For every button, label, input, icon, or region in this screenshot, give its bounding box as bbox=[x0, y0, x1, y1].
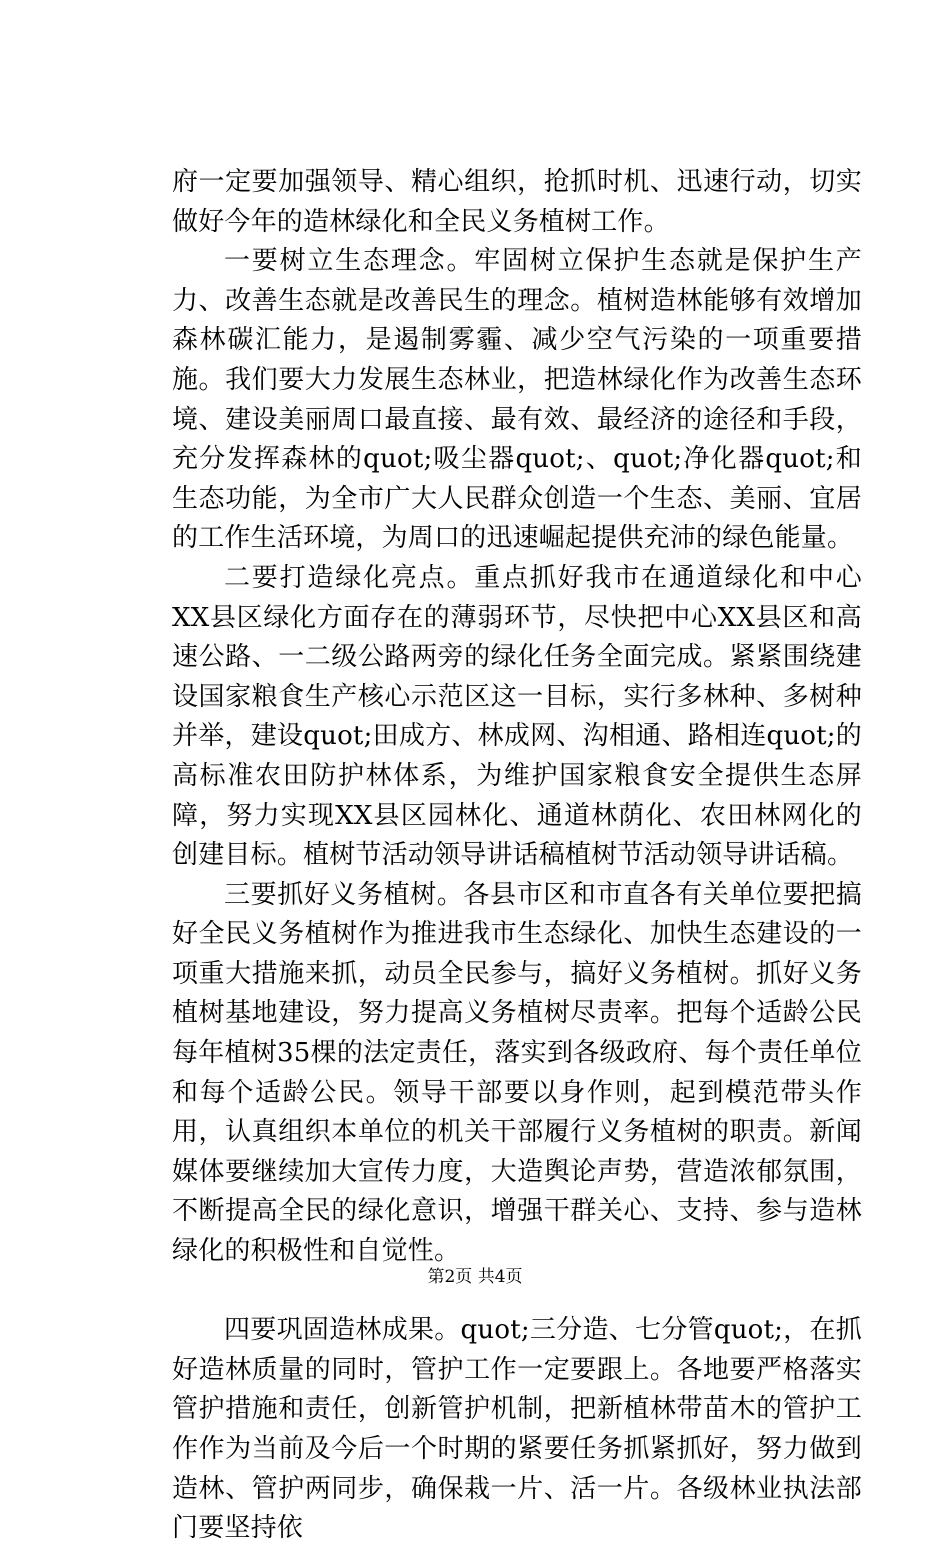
document-body bbox=[172, 163, 862, 1549]
page-number: 第2页 共4页 bbox=[427, 1267, 523, 1287]
paragraph-consolidate-results: 四要巩固造林成果。quot;三分造、七分管quot;，在抓好造林质量的同时，管护工作一定要跟上。各地要严格落实管护措施和责任，创新管护机制，把新植林带苗木的管护工作作为当前及今后一个时期的紧要任务抓紧抓好，努力做到造林、管护两同步，确保栽一片、活一片。各级林业执法部门要坚持依 bbox=[172, 1315, 862, 1544]
paragraph-continuation: 府一定要加强领导、精心组织，抢抓时机、迅速行动，切实做好今年的造林绿化和全民义务植树工作。 bbox=[172, 167, 862, 237]
paragraph-voluntary-planting: 三要抓好义务植树。各县市区和市直各有关单位要把搞好全民义务植树作为推进我市生态绿化、加快生态建设的一项重大措施来抓，动员全民参与，搞好义务植树。抓好义务植树基地建设，努力提高义务植树尽责率。把每个适龄公民每年植树35棵的法定责任，落实到各级政府、每个责任单位和每个适龄公民。领导干部要以身作则，起到模范带头作用，认真组织本单位的机关干部履行义务植树的职责。新闻媒体要继续加大宣传力度，大造舆论声势，营造浓郁氛围，不断提高全民的绿化意识，增强干群关心、支持、参与造林绿化的积极性和自觉性。 bbox=[172, 879, 862, 1267]
paragraph-greening-highlights: 二要打造绿化亮点。重点抓好我市在通道绿化和中心XX县区绿化方面存在的薄弱环节，尽快把中心XX县区和高速公路、一二级公路两旁的绿化任务全面完成。紧紧围绕建设国家粮食生产核心示范区这一目标，实行多林种、多树种并举，建设quot;田成方、林成网、沟相通、路相连quot;的高标准农田防护林体系，为维护国家粮食安全提供生态屏障，努力实现XX县区园林化、通道林荫化、农田林网化的创建目标。植树节活动领导讲话稿植树节活动领导讲话稿。 bbox=[172, 562, 862, 871]
paragraph-ecology-concept: 一要树立生态理念。牢固树立保护生态就是保护生产力、改善生态就是改善民生的理念。植树造林能够有效增加森林碳汇能力，是遏制雾霾、减少空气污染的一项重要措施。我们要大力发展生态林业，把造林绿化作为改善生态环境、建设美丽周口最直接、最有效、最经济的途径和手段，充分发挥森林的quot;吸尘器quot;、quot;净化器quot;和生态功能，为全市广大人民群众创造一个生态、美丽、宜居的工作生活环境，为周口的迅速崛起提供充沛的绿色能量。 bbox=[172, 246, 862, 554]
